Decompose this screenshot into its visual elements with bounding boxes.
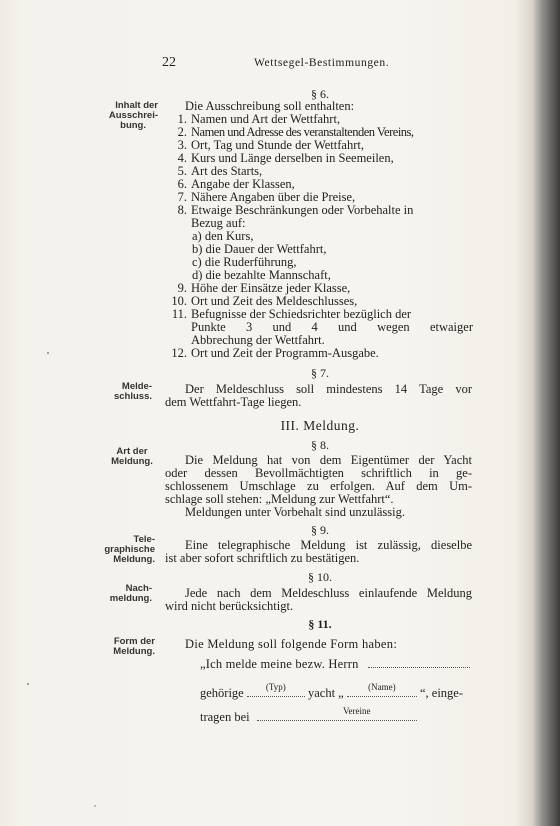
s9-line: Eine telegraphische Meldung ist zulässig, dieselbe <box>185 538 472 552</box>
form-blank-type: (Typ) <box>247 696 305 697</box>
s7-line: Der Meldeschluss soll mindestens 14 Tage vor <box>185 382 472 396</box>
s8-line: Die Meldung hat von dem Eigentümer der Yacht <box>185 453 472 467</box>
form-blank-club: Vereine <box>257 720 417 721</box>
list-item: 6. Angabe der Klassen, <box>177 177 295 191</box>
sidenote-form: Form der Meldung. <box>113 636 155 657</box>
form-line-3: tragen bei Vereine <box>200 711 417 724</box>
list-item: 12. Ort und Zeit der Programm-Ausgabe. <box>171 346 379 360</box>
paper-speck <box>27 683 29 685</box>
form-line-2: gehörige (Typ) yacht „ (Name) “, einge- <box>200 682 464 700</box>
list-item: 3. Ort, Tag und Stunde der Wettfahrt, <box>177 138 364 152</box>
list-item: 10. Ort und Zeit des Meldeschlusses, <box>171 294 358 308</box>
sidenote-meldeschluss: Melde- schluss. <box>113 381 152 402</box>
sidenote-inhalt: Inhalt der Ausschrei- bung. <box>108 100 158 131</box>
s8-line: schlage soll stehen: „Meldung zur Wettfahrt“. <box>165 492 394 506</box>
section-heading-7: § 7. <box>311 366 329 380</box>
s9-line: ist aber sofort schriftlich zu bestätigen. <box>165 551 360 565</box>
sub-list-item: d) die bezahlte Mannschaft, <box>192 268 331 282</box>
list-item: 2. Namen und Adresse des veranstaltenden Vereins, <box>177 125 414 139</box>
section-heading-10: § 10. <box>308 570 332 584</box>
sub-list-item: c) die Ruderführung, <box>192 255 297 269</box>
sidenote-art: Art der Meldung. <box>111 446 153 467</box>
sidenote-nach: Nach- meldung. <box>109 583 152 604</box>
paper-speck <box>94 805 96 807</box>
list-item-continuation: Abbrechung der Wettfahrt. <box>191 333 325 347</box>
s10-line: Jede nach dem Meldeschluss einlaufende Meldung <box>185 586 472 600</box>
section-heading-8: § 8. <box>311 438 329 452</box>
list-item: 5. Art des Starts, <box>177 164 263 178</box>
running-head: Wettsegel-Bestimmungen. <box>254 57 390 69</box>
s7-line: dem Wettfahrt-Tage liegen. <box>165 395 302 409</box>
s8-line: Meldungen unter Vorbehalt sind unzulässig. <box>185 505 405 519</box>
section-heading-9: § 9. <box>311 523 329 537</box>
chapter-heading: III. Meldung. <box>280 418 360 433</box>
paper-speck <box>47 352 49 354</box>
list-item: 11. Befugnisse der Schiedsrichter bezüglich der <box>171 307 412 321</box>
s11-intro: Die Meldung soll folgende Form haben: <box>185 637 398 651</box>
page-number: 22 <box>162 55 176 70</box>
form-blank-name: (Name) <box>347 696 417 697</box>
section-heading-11: § 11. <box>308 617 332 631</box>
sidenote-tele: Tele- graphische Meldung. <box>104 534 155 565</box>
page-header <box>0 55 560 75</box>
sub-list-item: b) die Dauer der Wettfahrt, <box>192 242 327 256</box>
list-item-continuation: Punkte 3 und 4 und wegen etwaiger <box>191 320 473 334</box>
s8-line: schlossenem Umschlage zu erfolgen. Auf dem Um- <box>165 479 472 493</box>
list-item: 1. Namen und Art der Wettfahrt, <box>177 112 341 126</box>
form-blank-owner <box>368 667 470 668</box>
s8-line: oder dessen Bevollmächtigten schriftlich in ge- <box>165 466 472 480</box>
sub-list-item: a) den Kurs, <box>192 229 254 243</box>
list-item: 4. Kurs und Länge derselben in Seemeilen, <box>177 151 394 165</box>
list-item-continuation: Bezug auf: <box>191 216 246 230</box>
list-item: 7. Nähere Angaben über die Preise, <box>177 190 356 204</box>
s10-line: wird nicht berücksichtigt. <box>165 599 294 613</box>
list-item: 8. Etwaige Beschränkungen oder Vorbehalte in <box>177 203 414 217</box>
section-heading-6: § 6. <box>311 87 329 101</box>
form-line-1: „Ich melde meine bezw. Herrn <box>200 658 470 671</box>
s6-intro: Die Ausschreibung soll enthalten: <box>185 99 355 113</box>
list-item: 9. Höhe der Einsätze jeder Klasse, <box>177 281 351 295</box>
